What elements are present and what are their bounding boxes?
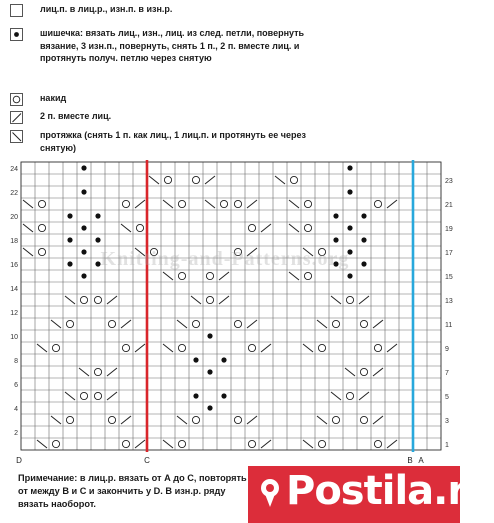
k2tog-slash <box>135 440 145 448</box>
yarn-over-circle <box>108 416 115 423</box>
k2tog-slash <box>359 296 369 304</box>
row-label-left: 16 <box>10 262 18 269</box>
row-label-left: 4 <box>14 406 18 413</box>
label-d: D <box>16 456 22 465</box>
row-label-left: 20 <box>10 214 18 221</box>
legend-text: 2 п. вместе лиц. <box>40 111 112 121</box>
k2tog-slash <box>373 416 383 424</box>
watermark: Knitting-and-Patterns.org <box>100 248 350 270</box>
yarn-over-circle <box>178 440 185 447</box>
yarn-over-circle <box>38 248 45 255</box>
ssk-backslash <box>23 248 33 256</box>
brand-text: Postila.ru <box>286 468 494 514</box>
k2tog-slash <box>387 440 397 448</box>
ssk-backslash <box>149 176 159 184</box>
yarn-over-circle <box>80 392 87 399</box>
yarn-over-circle <box>220 200 227 207</box>
bobble-dot <box>193 393 198 398</box>
ssk-backslash <box>191 296 201 304</box>
ssk-backslash <box>317 320 327 328</box>
yarn-over-circle <box>80 296 87 303</box>
bobble-dot <box>67 213 72 218</box>
yarn-over-circle <box>318 248 325 255</box>
row-label-right: 9 <box>445 346 449 353</box>
bobble-dot <box>193 357 198 362</box>
yarn-over-circle <box>234 320 241 327</box>
yarn-over-circle <box>360 368 367 375</box>
k2tog-slash <box>135 344 145 352</box>
yarn-over-circle <box>248 224 255 231</box>
ssk-backslash <box>163 200 173 208</box>
yarn-over-circle <box>290 176 297 183</box>
chart-labels <box>10 166 453 465</box>
chart-symbols <box>23 165 397 448</box>
bobble-dot <box>333 213 338 218</box>
bobble-dot <box>361 237 366 242</box>
label-a: A <box>418 456 424 465</box>
row-label-right: 1 <box>445 442 449 449</box>
ssk-backslash <box>303 248 313 256</box>
ssk-backslash <box>51 416 61 424</box>
k2tog-slash <box>247 416 257 424</box>
k2tog-slash <box>373 320 383 328</box>
row-label-right: 7 <box>445 370 449 377</box>
row-label-right: 17 <box>445 250 453 257</box>
yarn-over-circle <box>304 224 311 231</box>
bobble-dot <box>67 261 72 266</box>
k2tog-slash <box>247 320 257 328</box>
yarn-over-circle <box>318 440 325 447</box>
row-label-left: 12 <box>10 310 18 317</box>
chart-grid <box>21 160 441 452</box>
row-label-right: 11 <box>445 322 453 329</box>
k2tog-slash <box>205 176 215 184</box>
ssk-backslash <box>289 272 299 280</box>
legend-text: протяжка (снять 1 п. как лиц., 1 лиц.п. и протянуть ее через снятую) <box>40 130 306 153</box>
k2tog-slash <box>107 392 117 400</box>
yarn-over-circle <box>304 200 311 207</box>
pin-icon <box>258 478 282 508</box>
row-label-right: 23 <box>445 178 453 185</box>
bobble-dot <box>81 225 86 230</box>
row-label-left: 24 <box>10 166 18 173</box>
yarn-over-circle <box>94 392 101 399</box>
row-label-right: 13 <box>445 298 453 305</box>
ssk-backslash <box>135 248 145 256</box>
ssk-backslash <box>23 200 33 208</box>
chart-note: Примечание: в лиц.р. вязать от А до С, повторять от между В и С и закончить у D. В изн.р. ряду вязать наоборот. <box>18 473 247 509</box>
row-label-right: 15 <box>445 274 453 281</box>
ssk-backslash <box>205 200 215 208</box>
bobble-dot <box>81 249 86 254</box>
yarn-over-circle <box>304 272 311 279</box>
row-label-right: 19 <box>445 226 453 233</box>
yarn-over-circle <box>248 344 255 351</box>
ssk-backslash <box>65 392 75 400</box>
bobble-dot <box>347 189 352 194</box>
ssk-backslash <box>37 440 47 448</box>
ssk-backslash <box>345 368 355 376</box>
yarn-over-circle <box>122 344 129 351</box>
yarn-over-circle <box>52 344 59 351</box>
yarn-over-circle <box>206 296 213 303</box>
yarn-over-circle <box>360 416 367 423</box>
row-label-right: 5 <box>445 394 449 401</box>
yarn-over-circle <box>206 272 213 279</box>
yarn-over-circle <box>122 440 129 447</box>
ssk-backslash <box>331 392 341 400</box>
yarn-over-circle <box>234 248 241 255</box>
k2tog-slash <box>261 224 271 232</box>
k2tog-slash <box>219 272 229 280</box>
k2tog-slash <box>387 200 397 208</box>
yarn-over-circle <box>164 176 171 183</box>
yarn-over-circle <box>374 440 381 447</box>
k2tog-slash <box>107 296 117 304</box>
k2tog-slash <box>359 392 369 400</box>
row-label-left: 10 <box>10 334 18 341</box>
label-b: B <box>407 456 413 465</box>
yarn-over-circle <box>374 344 381 351</box>
yarn-over-circle <box>234 200 241 207</box>
k2tog-slash <box>219 296 229 304</box>
yarn-over-circle <box>38 224 45 231</box>
bobble-dot <box>333 261 338 266</box>
yarn-over-circle <box>178 200 185 207</box>
row-label-left: 14 <box>10 286 18 293</box>
row-label-left: 6 <box>14 382 18 389</box>
ssk-backslash <box>23 224 33 232</box>
ssk-backslash <box>331 296 341 304</box>
ssk-backslash <box>163 344 173 352</box>
yarn-over-circle <box>192 416 199 423</box>
ssk-backslash <box>289 200 299 208</box>
bobble-dot <box>221 357 226 362</box>
k2tog-slash <box>135 200 145 208</box>
bobble-dot <box>67 237 72 242</box>
bobble-dot <box>95 237 100 242</box>
row-label-left: 18 <box>10 238 18 245</box>
yarn-over-circle <box>66 416 73 423</box>
label-c: C <box>144 456 150 465</box>
yarn-over-circle <box>192 176 199 183</box>
bobble-dot <box>207 333 212 338</box>
ssk-backslash <box>303 440 313 448</box>
ssk-backslash <box>37 344 47 352</box>
row-label-left: 8 <box>14 358 18 365</box>
ssk-backslash <box>163 440 173 448</box>
bobble-dot <box>347 249 352 254</box>
yarn-over-circle <box>136 224 143 231</box>
bobble-dot <box>221 393 226 398</box>
ssk-backslash <box>65 296 75 304</box>
yarn-over-circle <box>248 440 255 447</box>
bobble-dot <box>347 225 352 230</box>
legend-text: лиц.п. в лиц.р., изн.п. в изн.р. <box>40 4 173 14</box>
yarn-over-circle <box>234 416 241 423</box>
k2tog-slash <box>107 368 117 376</box>
ssk-backslash <box>121 224 131 232</box>
k2tog-slash <box>373 368 383 376</box>
legend-text: накид <box>40 93 67 103</box>
yarn-over-circle <box>108 320 115 327</box>
k2tog-slash <box>121 416 131 424</box>
bobble-dot <box>95 261 100 266</box>
yarn-over-circle <box>178 272 185 279</box>
yarn-over-circle <box>318 344 325 351</box>
yarn-over-circle <box>94 368 101 375</box>
yarn-over-circle <box>52 440 59 447</box>
bobble-dot <box>81 189 86 194</box>
ssk-backslash <box>79 368 89 376</box>
yarn-over-circle <box>346 392 353 399</box>
yarn-over-circle <box>332 416 339 423</box>
bobble-dot <box>207 405 212 410</box>
yarn-over-circle <box>122 200 129 207</box>
k2tog-slash <box>261 440 271 448</box>
yarn-over-circle <box>192 320 199 327</box>
yarn-over-circle <box>150 248 157 255</box>
bobble-dot <box>333 237 338 242</box>
brand-banner[interactable] <box>248 466 494 523</box>
yarn-over-circle <box>66 320 73 327</box>
bobble-dot <box>347 165 352 170</box>
yarn-over-circle <box>178 344 185 351</box>
yarn-over-circle <box>38 200 45 207</box>
ssk-backslash <box>289 224 299 232</box>
yarn-over-circle <box>374 200 381 207</box>
row-label-right: 3 <box>445 418 449 425</box>
ssk-backslash <box>163 272 173 280</box>
legend-text: шишечка: вязать лиц., изн., лиц. из след. петли, повернуть вязание, 3 изн.п., повернуть, снять 1 п., 2 п. вместе лиц. и протянуть получ. петлю через снятую <box>40 28 305 63</box>
yarn-over-circle <box>332 320 339 327</box>
row-label-right: 21 <box>445 202 453 209</box>
yarn-over-circle <box>94 296 101 303</box>
row-label-left: 2 <box>14 430 18 437</box>
ssk-backslash <box>303 344 313 352</box>
ssk-backslash <box>317 416 327 424</box>
bobble-dot <box>361 261 366 266</box>
bobble-dot <box>95 213 100 218</box>
ssk-backslash <box>177 320 187 328</box>
yarn-over-circle <box>360 320 367 327</box>
bobble-dot <box>207 369 212 374</box>
k2tog-slash <box>387 344 397 352</box>
yarn-over-circle <box>346 296 353 303</box>
row-label-left: 22 <box>10 190 18 197</box>
bobble-dot <box>347 273 352 278</box>
k2tog-slash <box>121 320 131 328</box>
k2tog-slash <box>261 344 271 352</box>
ssk-backslash <box>51 320 61 328</box>
k2tog-slash <box>247 200 257 208</box>
bobble-dot <box>361 213 366 218</box>
ssk-backslash <box>177 416 187 424</box>
k2tog-slash <box>247 248 257 256</box>
ssk-backslash <box>275 176 285 184</box>
bobble-dot <box>81 165 86 170</box>
bobble-dot <box>81 273 86 278</box>
